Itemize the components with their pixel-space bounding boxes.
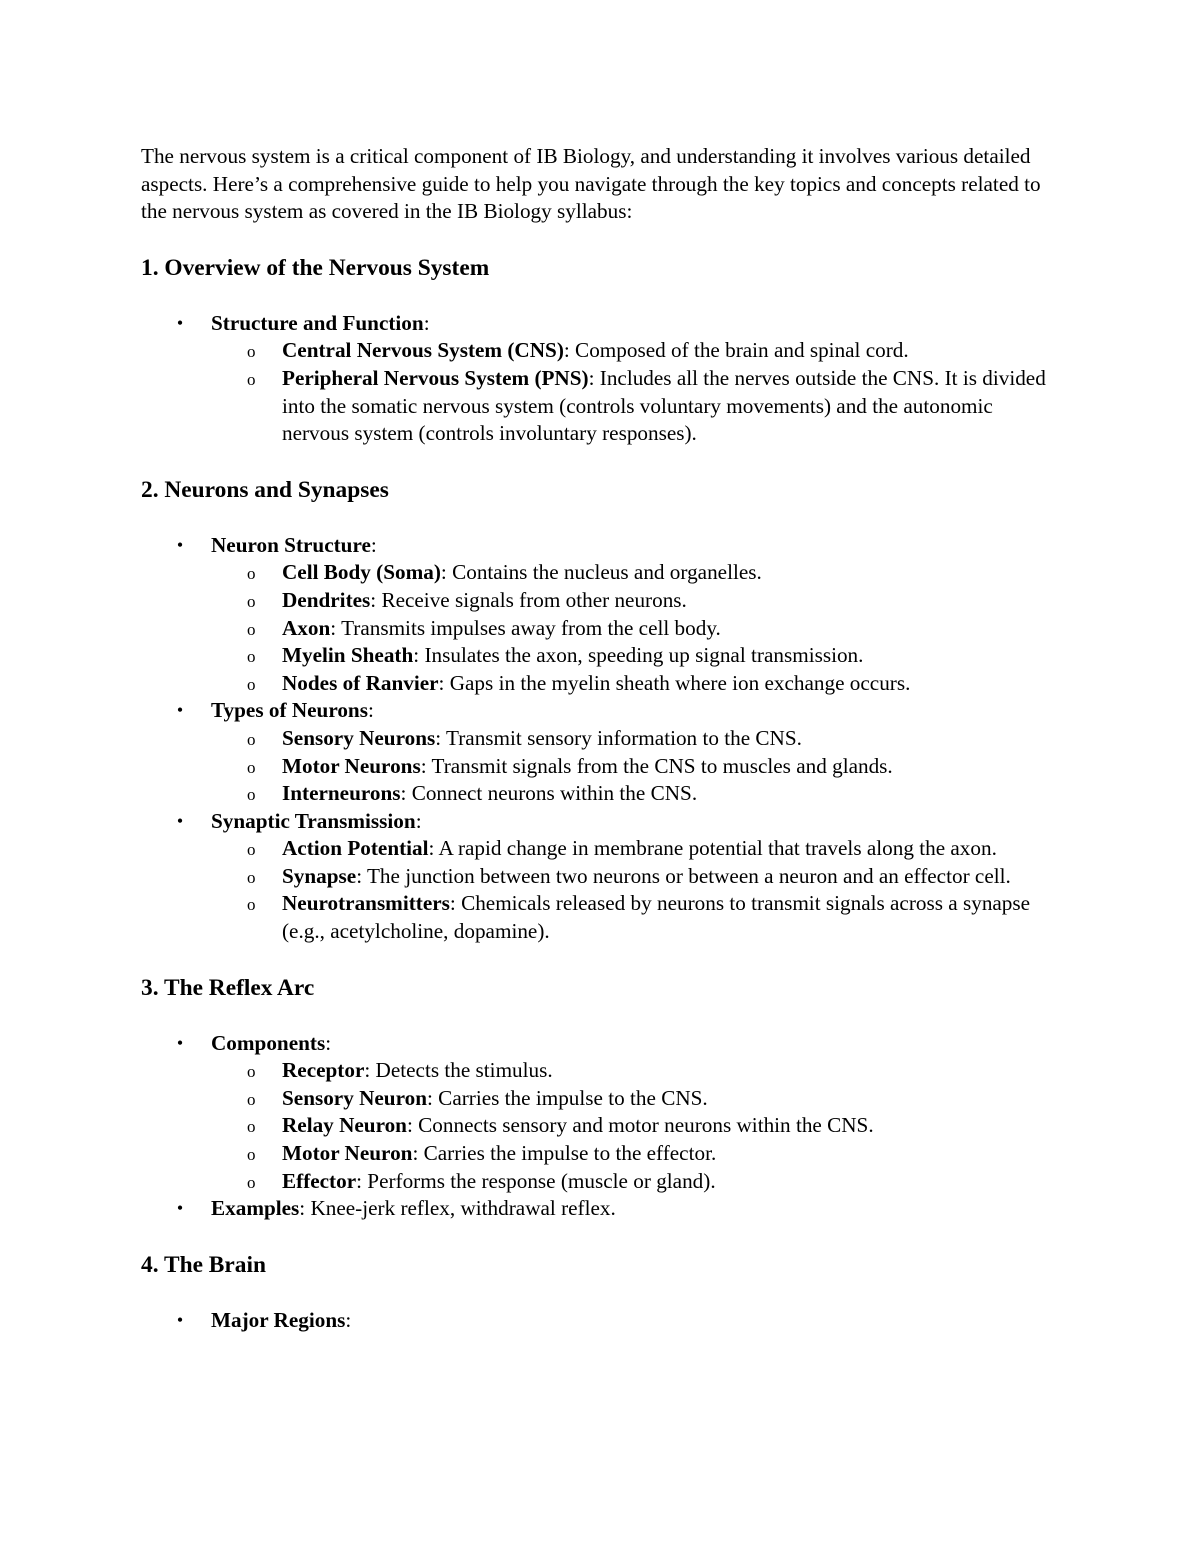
- bullet-icon: •: [176, 700, 184, 721]
- sub-text: : The junction between two neurons or between a neuron and an effector cell.: [356, 863, 1011, 888]
- section-heading: 2. Neurons and Synapses: [141, 476, 389, 503]
- sub-item: [211, 1140, 1061, 1168]
- circle-bullet-icon: o: [247, 1062, 256, 1082]
- circle-bullet-icon: o: [247, 895, 256, 915]
- bullet-list: [141, 1030, 1061, 1223]
- sub-item: [211, 753, 1061, 781]
- bullet-item: [141, 1307, 1061, 1335]
- bullet-term: Components: [211, 1030, 326, 1055]
- document-page: [141, 143, 1061, 1334]
- circle-bullet-icon: o: [247, 729, 256, 749]
- sub-item: [211, 587, 1061, 615]
- sub-text: : Transmits impulses away from the cell body.: [330, 615, 721, 640]
- sub-list: [211, 835, 1061, 945]
- sub-item: [211, 1112, 1061, 1140]
- bullet-item: [141, 697, 1061, 807]
- sub-term: Neurotransmitters: [282, 891, 450, 916]
- sub-term: Sensory Neurons: [282, 725, 436, 750]
- sub-term: Axon: [282, 615, 331, 640]
- sub-item: [211, 365, 1061, 448]
- bullet-term: Synaptic Transmission: [211, 808, 416, 833]
- bullet-text: :: [367, 698, 374, 723]
- sub-text: : Connect neurons within the CNS.: [400, 781, 698, 806]
- sub-item: [211, 337, 1061, 365]
- bullet-term: Major Regions: [211, 1307, 346, 1332]
- sub-item: [211, 863, 1061, 891]
- sub-text: : A rapid change in membrane potential that travels along the axon.: [428, 836, 997, 861]
- bullet-text: : Knee-jerk reflex, withdrawal reflex.: [299, 1196, 616, 1221]
- bullet-text: :: [345, 1307, 352, 1332]
- sub-text: : Contains the nucleus and organelles.: [440, 560, 762, 585]
- sub-term: Interneurons: [282, 781, 401, 806]
- bullet-text: :: [423, 310, 430, 335]
- sub-text: : Receive signals from other neurons.: [370, 587, 687, 612]
- bullet-item: [141, 1195, 1061, 1223]
- sub-text: : Includes all the nerves outside the CNS. It is divided into the somatic nervous system (controls voluntary movements) and the autonomic nervous system (controls involuntary responses).: [282, 365, 1046, 446]
- sub-text: : Gaps in the myelin sheath where ion exchange occurs.: [438, 670, 911, 695]
- sub-term: Peripheral Nervous System (PNS): [282, 365, 589, 390]
- circle-bullet-icon: o: [247, 564, 256, 584]
- sub-list: [211, 337, 1061, 447]
- sub-term: Sensory Neuron: [282, 1085, 427, 1110]
- sub-list: [211, 725, 1061, 808]
- circle-bullet-icon: o: [247, 369, 256, 389]
- bullet-icon: •: [176, 1309, 184, 1330]
- intro-paragraph: The nervous system is a critical component of IB Biology, and understanding it involves various detailed aspects. Here’s a comprehensive guide to help you navigate through the key topics and concepts related to the nervous system as covered in the IB Biology syllabus:: [141, 144, 1041, 224]
- sub-term: Action Potential: [282, 836, 429, 861]
- sub-item: [211, 615, 1061, 643]
- sub-text: : Carries the impulse to the CNS.: [427, 1085, 708, 1110]
- circle-bullet-icon: o: [247, 840, 256, 860]
- sub-item: [211, 835, 1061, 863]
- sub-text: : Transmit signals from the CNS to muscles and glands.: [420, 753, 893, 778]
- section-heading: 4. The Brain: [141, 1251, 266, 1278]
- sub-term: Dendrites: [282, 587, 371, 612]
- bullet-term: Structure and Function: [211, 310, 424, 335]
- bullet-item: [141, 1030, 1061, 1196]
- circle-bullet-icon: o: [247, 867, 256, 887]
- sub-term: Motor Neurons: [282, 753, 421, 778]
- sub-text: : Performs the response (muscle or gland).: [356, 1168, 716, 1193]
- sub-item: [211, 725, 1061, 753]
- circle-bullet-icon: o: [247, 591, 256, 611]
- bullet-term: Types of Neurons: [211, 698, 368, 723]
- sub-item: [211, 559, 1061, 587]
- bullet-item: [141, 532, 1061, 698]
- bullet-list: [141, 310, 1061, 448]
- circle-bullet-icon: o: [247, 647, 256, 667]
- bullet-icon: •: [176, 1198, 184, 1219]
- circle-bullet-icon: o: [247, 785, 256, 805]
- bullet-text: :: [415, 808, 422, 833]
- bullet-text: :: [370, 532, 377, 557]
- sub-item: [211, 1057, 1061, 1085]
- sub-item: [211, 670, 1061, 698]
- bullet-icon: •: [176, 810, 184, 831]
- sub-text: : Transmit sensory information to the CNS.: [435, 725, 802, 750]
- sections-container: [141, 254, 1061, 1335]
- sub-item: [211, 780, 1061, 808]
- sub-item: [211, 642, 1061, 670]
- bullet-item: [141, 808, 1061, 946]
- section-heading: 3. The Reflex Arc: [141, 974, 315, 1001]
- sub-term: Myelin Sheath: [282, 643, 414, 668]
- circle-bullet-icon: o: [247, 342, 256, 362]
- sub-term: Motor Neuron: [282, 1141, 413, 1166]
- sub-text: : Detects the stimulus.: [364, 1058, 553, 1083]
- sub-item: [211, 1085, 1061, 1113]
- bullet-icon: •: [176, 534, 184, 555]
- sub-term: Relay Neuron: [282, 1113, 407, 1138]
- section-heading: 1. Overview of the Nervous System: [141, 254, 490, 281]
- circle-bullet-icon: o: [247, 1172, 256, 1192]
- circle-bullet-icon: o: [247, 619, 256, 639]
- circle-bullet-icon: o: [247, 674, 256, 694]
- circle-bullet-icon: o: [247, 757, 256, 777]
- bullet-text: :: [325, 1030, 332, 1055]
- bullet-list: [141, 532, 1061, 946]
- sub-term: Receptor: [282, 1058, 365, 1083]
- sub-item: [211, 890, 1061, 945]
- circle-bullet-icon: o: [247, 1089, 256, 1109]
- bullet-icon: •: [176, 1032, 184, 1053]
- sub-text: : Chemicals released by neurons to transmit signals across a synapse (e.g., acetylcholine, dopamine).: [282, 891, 1031, 944]
- sub-text: : Carries the impulse to the effector.: [412, 1141, 717, 1166]
- sub-text: : Connects sensory and motor neurons within the CNS.: [406, 1113, 874, 1138]
- circle-bullet-icon: o: [247, 1117, 256, 1137]
- sub-term: Effector: [282, 1168, 357, 1193]
- sub-list: [211, 1057, 1061, 1195]
- sub-text: : Composed of the brain and spinal cord.: [563, 338, 909, 363]
- bullet-term: Examples: [211, 1196, 300, 1221]
- bullet-term: Neuron Structure: [211, 532, 371, 557]
- bullet-item: [141, 310, 1061, 448]
- sub-item: [211, 1168, 1061, 1196]
- sub-term: Synapse: [282, 863, 357, 888]
- sub-text: : Insulates the axon, speeding up signal transmission.: [413, 643, 864, 668]
- sub-term: Nodes of Ranvier: [282, 670, 439, 695]
- bullet-icon: •: [176, 312, 184, 333]
- sub-term: Cell Body (Soma): [282, 560, 441, 585]
- sub-term: Central Nervous System (CNS): [282, 338, 564, 363]
- bullet-list: [141, 1307, 1061, 1335]
- sub-list: [211, 559, 1061, 697]
- circle-bullet-icon: o: [247, 1145, 256, 1165]
